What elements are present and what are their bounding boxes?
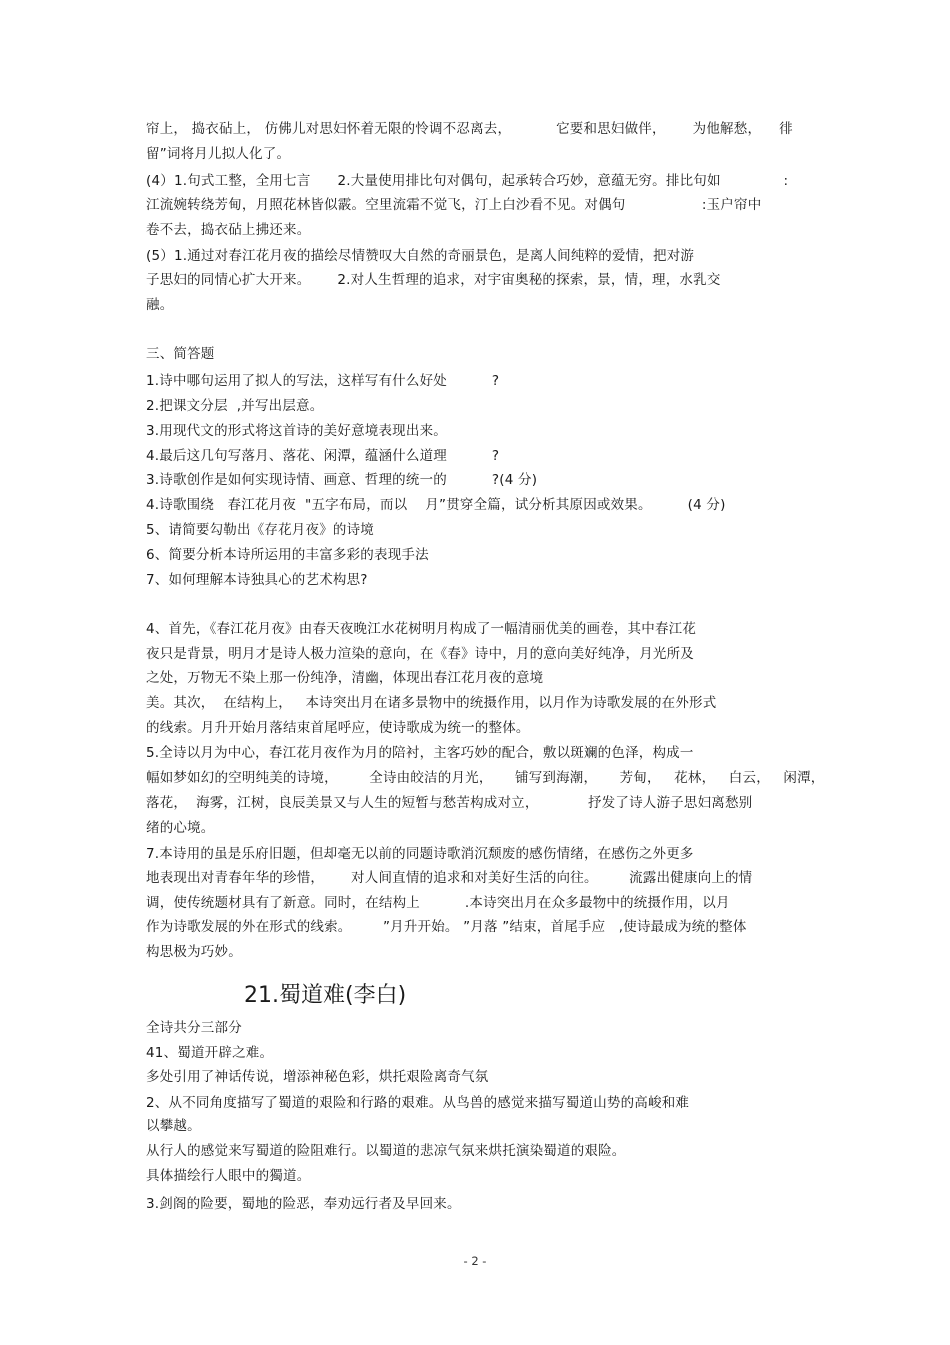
text-line: 具体描绘行人眼中的獨道。	[146, 1168, 311, 1184]
text-line: 4、首先，《春江花月夜》由春天夜晚江水花树明月构成了一幅清丽优美的画卷，其中春江花	[146, 621, 697, 637]
text-line: 留”词将月儿拟人化了。	[146, 146, 291, 162]
text-line: 7.本诗用的虽是乐府旧题，但却毫无以前的同题诗歌消沉颓废的感伤情绪，在感伤之外更多	[146, 846, 694, 862]
question-item: 6、简要分析本诗所运用的丰富多彩的表现手法	[146, 547, 429, 563]
text-line: 夜只是背景，明月才是诗人极力渲染的意向，在《春》诗中，月的意向美好纯净，月光所及	[146, 646, 694, 662]
question-item: 3.诗歌创作是如何实现诗情、画意、哲理的统一的 ?(4 分)	[146, 472, 538, 488]
text-line: 幅如梦如幻的空明纯美的诗境， 全诗由皎洁的月光， 铺写到海潮， 芳甸， 花林， 白云， 闲潭，	[146, 770, 825, 786]
question-item: 4.诗歌围绕 春江花月夜 "五字布局，而以 月”贯穿全篇，试分析其原因或效果。 (4 分)	[146, 497, 726, 513]
chapter-title: 21.蜀道难(李白)	[244, 983, 407, 1008]
question-item: 2.把课文分层 ,并写出层意。	[146, 398, 324, 414]
question-item: 4.最后这几句写落月、落花、闲潭，蕴涵什么道理 ?	[146, 448, 500, 464]
text-line: 之处，万物无不染上那一份纯净，清幽，体现出春江花月夜的意境	[146, 670, 544, 686]
page-number: - 2 -	[463, 1254, 487, 1268]
text-line: 构思极为巧妙。	[146, 944, 242, 960]
text-line: 41、蜀道开辟之难。	[146, 1045, 274, 1061]
question-item: 1.诗中哪句运用了拟人的写法，这样写有什么好处 ?	[146, 373, 500, 389]
text-line: 多处引用了神话传说，增添神秘色彩，烘托艰险离奇气氛	[146, 1069, 489, 1085]
text-line: 融。	[146, 297, 174, 313]
text-line: 绪的心境。	[146, 820, 215, 836]
section-heading: 三、简答题	[146, 346, 215, 362]
question-item: 3.用现代文的形式将这首诗的美好意境表现出来。	[146, 423, 447, 439]
question-item: 5、请简要勾勒出《存花月夜》的诗境	[146, 522, 374, 538]
text-line: 作为诗歌发展的外在形式的线索。 ”月升开始。 ”月落 ”结束，首尾手应 ,使诗最成为统的整体	[146, 919, 747, 935]
text-line: 落花， 海雾，江树，良辰美景又与人生的短暂与愁苦构成对立， 抒发了诗人游子思妇离愁别	[146, 795, 753, 811]
text-line: 调，使传统题材具有了新意。同时，在结构上 .本诗突出月在众多最物中的统摄作用，以月	[146, 895, 730, 911]
text-line: 帘上， 捣衣砧上， 仿佛儿对思妇怀着无限的怜调不忍离去， 它要和思妇做伴， 为他解愁， 徘	[146, 121, 793, 137]
text-line: 江流婉转绕芳甸，月照花林皆似霰。空里流霜不觉飞，汀上白沙看不见。对偶句 :玉户帘中	[146, 197, 762, 213]
text-line: 子思妇的同情心扩大开来。 2.对人生哲理的追求，对宇宙奥秘的探索，景，情，理，水乳交	[146, 272, 721, 288]
text-line: (5）1.通过对春江花月夜的描绘尽情赞叹大自然的奇丽景色，是离人间纯粹的爱情，把对游	[146, 248, 695, 264]
text-line: 3.剑阁的险要，蜀地的险恶，奉劝远行者及早回来。	[146, 1196, 461, 1212]
text-line: 地表现出对青春年华的珍惜， 对人间直情的追求和对美好生活的向往。 流露出健康向上的情	[146, 870, 753, 886]
text-line: 的线索。月升开始月落结束首尾呼应，使诗歌成为统一的整体。	[146, 720, 530, 736]
text-line: (4）1.句式工整，全用七言 2.大量使用排比句对偶句，起承转合巧妙，意蕴无穷。排比句如 :	[146, 173, 789, 189]
text-line: 卷不去，捣衣砧上拂还来。	[146, 222, 311, 238]
question-item: 7、如何理解本诗独具心的艺术构思?	[146, 572, 368, 588]
text-line: 美。其次， 在结构上， 本诗突出月在诸多景物中的统摄作用，以月作为诗歌发展的在外形式	[146, 695, 717, 711]
text-line: 全诗共分三部分	[146, 1020, 242, 1036]
text-line: 2、从不同角度描写了蜀道的艰险和行路的艰难。从鸟兽的感觉来描写蜀道山势的高峻和难	[146, 1095, 690, 1111]
text-line: 从行人的感觉来写蜀道的险阻难行。以蜀道的悲凉气氛来烘托演染蜀道的艰险。	[146, 1143, 626, 1159]
text-line: 5.全诗以月为中心，春江花月夜作为月的陪衬，主客巧妙的配合，敷以斑斓的色泽，构成一	[146, 745, 694, 761]
text-line: 以攀越。	[146, 1118, 201, 1134]
